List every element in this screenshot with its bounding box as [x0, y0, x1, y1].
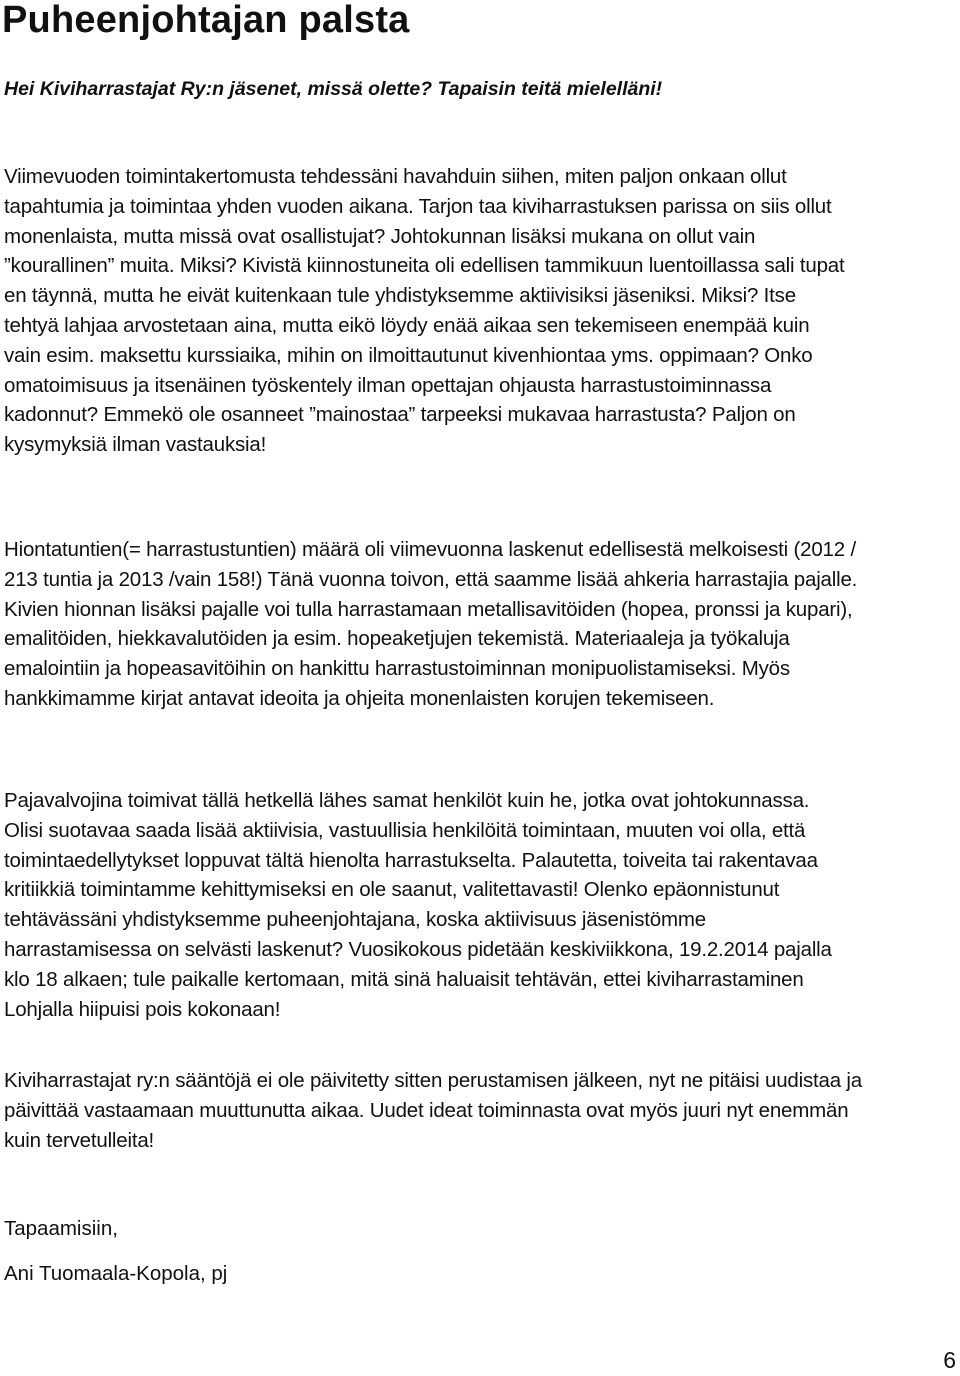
- signature: Ani Tuomaala-Kopola, pj: [4, 1262, 228, 1285]
- paragraph-3: Pajavalvojina toimivat tällä hetkellä lähes samat henkilöt kuin he, jotka ovat johtokunnassa. Olisi suotavaa saada lisää aktiivisia, vastuullisia henkilöitä toimintaan, muuten voi olla, että toimintaedellytykset loppuvat tältä hienolta harrastukselta. Palautetta, toiveita tai rakentavaa kritiikkiä toimintamme kehittymiseksi en ole saanut, valitettavasti! Olenko epäonnistunut tehtävässäni yhdistyksemme puheenjohtajana, koska aktiivisuus jäsenistömme harrastamisessa on selvästi laskenut? Vuosikokous pidetään keskiviikkona, 19.2.2014 pajalla klo 18 alkaen; tule paikalle kertomaan, mitä sinä haluaisit tehtävän, ettei kiviharrastaminen Lohjalla hiipuisi pois kokonaan!: [4, 789, 832, 1021]
- greeting: Hei Kiviharrastajat Ry:n jäsenet, missä olette? Tapaisin teitä mielelläni!: [4, 78, 663, 100]
- paragraph-4: Kiviharrastajat ry:n sääntöjä ei ole päivitetty sitten perustamisen jälkeen, nyt ne pitäisi uudistaa ja päivittää vastaamaan muuttunutta aikaa. Uudet ideat toiminnasta ovat myös juuri nyt enemmän kuin tervetulleita!: [4, 1069, 862, 1152]
- page-title: Puheenjohtajan palsta: [2, 0, 410, 41]
- page-number: 6: [943, 1347, 956, 1373]
- paragraph-1: Viimevuoden toimintakertomusta tehdessäni havahduin siihen, miten paljon onkaan ollut tapahtumia ja toimintaa yhden vuoden aikana. Tarjon taa kiviharrastuksen parissa on siis ollut monenlaista, mutta missä ovat osallistujat? Johtokunnan lisäksi mukana on ollut vain ”kourallinen” muita. Miksi? Kivistä kiinnostuneita oli edellisen tammikuun luentoillassa sali tupat en täynnä, mutta he eivät kuitenkaan tule yhdistyksemme aktiivisiksi jäseniksi. Miksi? Itse tehtyä lahjaa arvostetaan aina, mutta eikö löydy enää aikaa sen tekemiseen enempää kuin vain esim. maksettu kurssiaika, mihin on ilmoittautunut kivenhiontaa yms. oppimaan? Onko omatoimisuus ja itsenäinen työskentely ilman opettajan ohjausta harrastustoiminnassa kadonnut? Emmekö ole osanneet ”mainostaa” tarpeeksi mukavaa harrastusta? Paljon on kysymyksiä ilman vastauksia!: [4, 165, 845, 457]
- paragraph-2: Hiontatuntien(= harrastustuntien) määrä oli viimevuonna laskenut edellisestä melkoisesti (2012 / 213 tuntia ja 2013 /vain 158!) Tänä vuonna toivon, että saamme lisää ahkeria harrastajia pajalle. Kivien hionnan lisäksi pajalle voi tulla harrastamaan metallisavitöiden (hopea, pronssi ja kupari), emalitöiden, hiekkavalutöiden ja esim. hopeaketjujen tekemistä. Materiaaleja ja työkaluja emalointiin ja hopeasavitöihin on hankittu harrastustoiminnan monipuolistamiseksi. Myös hankkimamme kirjat antavat ideoita ja ohjeita monenlaisten korujen tekemiseen.: [4, 538, 858, 710]
- closing-text: Tapaamisiin,: [4, 1217, 118, 1240]
